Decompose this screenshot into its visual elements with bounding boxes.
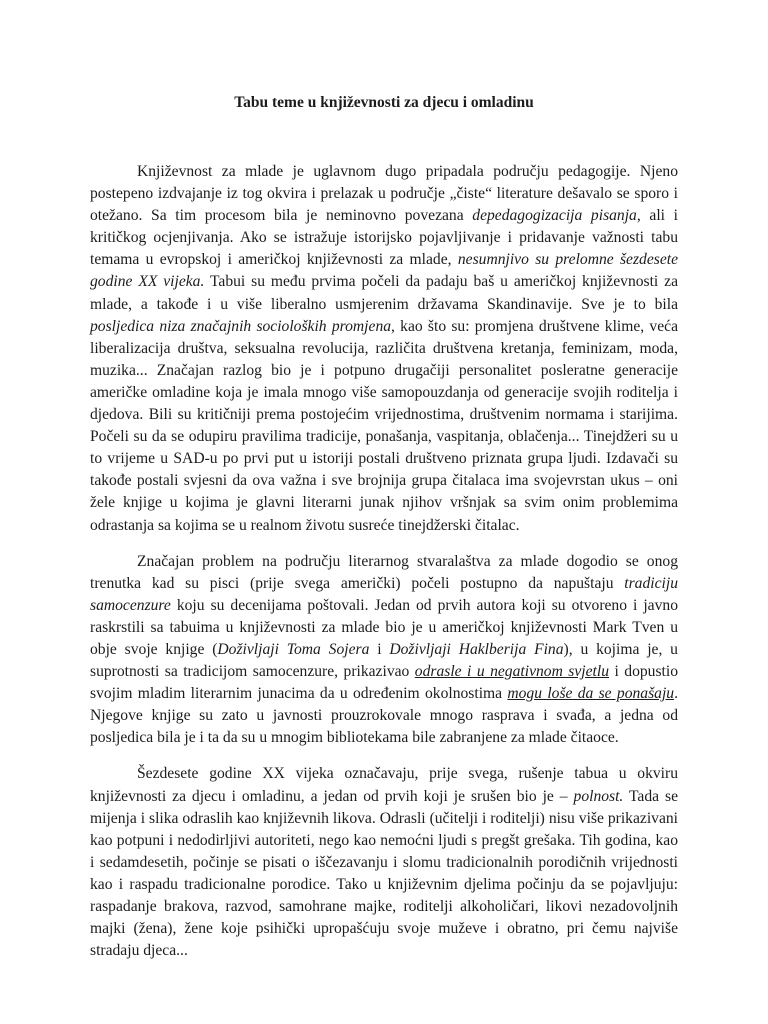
document-body [90, 161, 678, 976]
text-run: Tada se mijenja i slika odraslih kao književnih likova. Odrasli (učitelji i roditelji) nisu više prikazivani kao potpuni i nedodirljivi autoriteti, nego kao nemoćni ljudi s pregšt grešaka. Tih godina, kao i sedamdesetih, počinje se pisati o iščezavanju i slomu tradicionalnih porodičnih vrijednosti kao i raspadu tradicionalne porodice. Tako u književnim djelima počinju da se pojavljuju: raspadanje brakova, razvod, samohrane majke, roditelji alkoholičari, likovi nezadovoljnih majki (žena), žene koje psihički upropašćuju svoje muževe i obratno, pri čemu najviše stradaju djeca... [90, 787, 678, 960]
underlined-italic-phrase: mogu loše da se ponašaju [507, 685, 675, 703]
paragraph [90, 763, 678, 962]
italic-phrase: depedagogizacija pisanja [472, 207, 637, 225]
text-run: Šezdesete godine XX vijeka označavaju, prije svega, rušenje tabua u okviru književnosti za djecu i omladinu, a jedan od prvih koji je srušen bio je – [90, 765, 678, 805]
text-run: , ali i kritičkog ocjenjivanja. Ako se istražuje istorijsko pojavljivanje i pridavanje važnosti tabu temama u evropskoj i američkoj književnosti za mlade, [90, 207, 678, 269]
paragraph [90, 551, 678, 750]
text-run: Tabui su među prvima počeli da padaju baš u američkoj književnosti za mlade, a takođe i u više liberalno usmjerenim državama Skandinavije. Sve je to bila [90, 273, 678, 313]
italic-phrase: Doživljaji Toma Sojera [217, 640, 370, 658]
italic-phrase: nesumnjivo su prelomne šezdesete godine XX vijeka. [90, 251, 679, 291]
italic-phrase: Doživljaji Haklberija Fina [389, 640, 564, 658]
italic-phrase: posljedica niza značajnih socioloških promjena [90, 317, 392, 335]
text-run: . Njegove knjige su zato u javnosti prouzrokovale mnogo rasprava i svađa, a jedna od posljedica bila je i ta da su u mnogim bibliotekama bile zabranjene za mlade čitaoce. [90, 685, 678, 747]
text-run: Književnost za mlade je uglavnom dugo pripadala području pedagogije. Njeno postepeno izdvajanje iz tog okvira i prelazak u područje „čiste“ literature dešavalo se sporo i otežano. Sa tim procesom bila je neminovno povezana [90, 163, 678, 225]
text-run: i [369, 640, 390, 658]
text-run: , kao što su: promjena društvene klime, veća liberalizacija društva, seksualna revolucija, različita društvena kretanja, feminizam, moda, muzika... Značajan razlog bio je i potpuno drugačiji personalitet posleratne generacije američke omladine koja je imala mnogo više samopouzdanja od generacije svojih roditelja i djedova. Bili su kritičniji prema postojećim vrijednostima, društvenim normama i starijima. Počeli su da se odupiru pravilima tradicije, ponašanja, vaspitanja, oblačenja... Tinejdžeri su u to vrijeme u SAD-u po prvi put u istoriji postali društveno priznata grupa ljudi. Izdavači su takođe postali svjesni da ova važna i sve brojnija grupa čitalaca ima svojevrstan ukus – oni žele knjige u kojima je glavni literarni junak njihov vršnjak sa svim onim problemima odrastanja sa kojima se u realnom životu susreće tinejdžerski čitalac. [90, 317, 678, 534]
document-title: Tabu teme u književnosti za djecu i omladinu [234, 94, 534, 111]
text-run: ), u kojima je, u suprotnosti sa tradicijom samocenzure, prikazivao [90, 640, 678, 681]
paragraph [90, 161, 678, 537]
text-run: koju su decenijama poštovali. Jedan od prvih autora koji su otvoreno i javno raskrstili sa tabuima u književnosti za mlade bio je u američkoj književnosti Mark Tven u obje svoje knjige ( [90, 596, 678, 658]
italic-phrase: polnost. [573, 787, 624, 805]
text-run: Značajan problem na području literarnog stvaralaštva za mlade dogodio se onog trenutka kad su pisci (prije svega američki) počeli postupno da napuštaju [90, 552, 678, 592]
underlined-italic-phrase: odrasle i u negativnom svjetlu [414, 663, 610, 681]
italic-phrase: tradiciju samocenzure [90, 574, 678, 614]
text-run: i dopustio svojim mladim literarnim junacima da u određenim okolnostima [90, 663, 678, 703]
